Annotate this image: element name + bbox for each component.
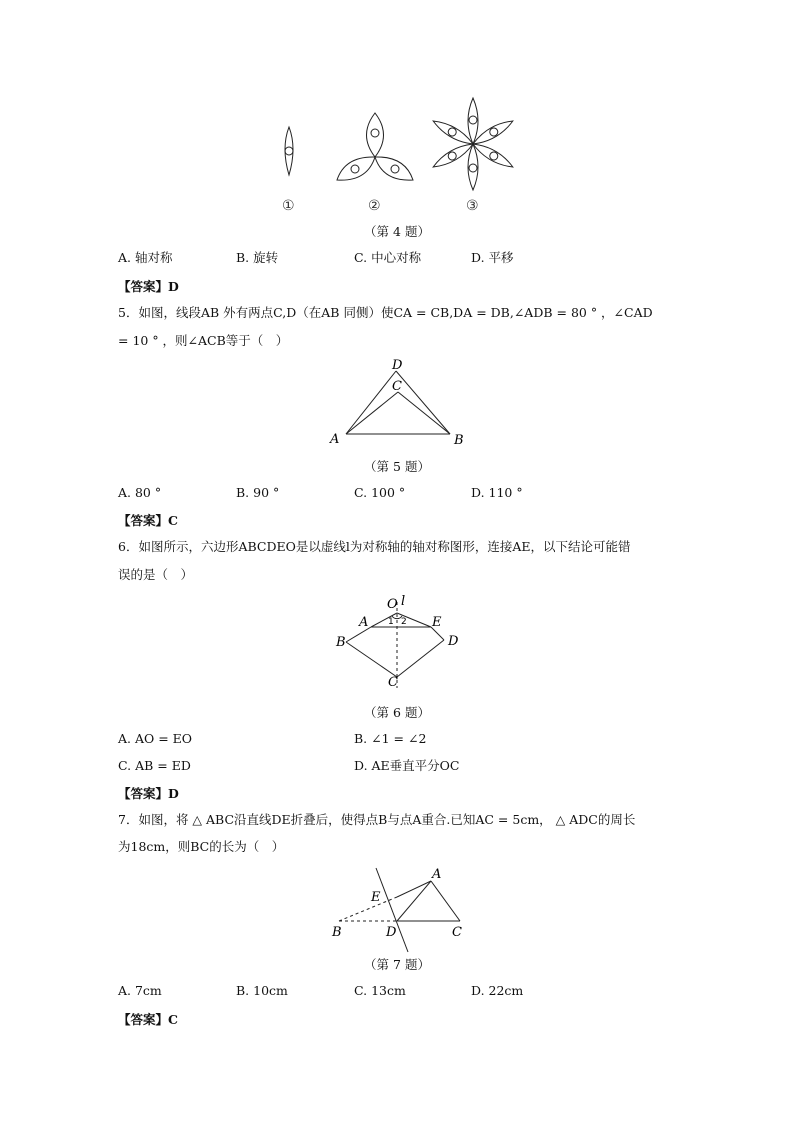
q7-option-d: D. 22cm [471, 983, 524, 998]
q7-point-a: A [432, 867, 442, 882]
q7-option-c: C. 13cm [354, 983, 406, 998]
q7-answer: 【答案】C [118, 1012, 178, 1027]
q5-point-d: D [392, 358, 403, 373]
q6-point-d: D [448, 634, 459, 649]
q4-option-d: D. 平移 [471, 250, 514, 265]
q5-option-d: D. 110 ° [471, 485, 523, 500]
q6-option-b: B. ∠1 = ∠2 [354, 731, 427, 746]
q5-option-c: C. 100 ° [354, 485, 406, 500]
q5-caption: （第 5 题） [364, 459, 430, 474]
q7-point-e: E [371, 890, 381, 905]
q4-option-a: A. 轴对称 [118, 250, 173, 265]
q5-option-a: A. 80 ° [118, 485, 162, 500]
q7-point-b: B [332, 925, 342, 940]
q7-caption: （第 7 题） [364, 957, 430, 972]
q4-figure-label-2: ② [368, 198, 381, 214]
q4-option-b: B. 旋转 [236, 250, 279, 265]
q7-figure [0, 860, 794, 960]
q6-stem-line-1: 6．如图所示，六边形ABCDEO是以虚线l为对称轴的轴对称图形，连接AE，以下结论可能错 [118, 539, 631, 554]
q6-answer: 【答案】D [118, 786, 179, 801]
q6-figure [0, 590, 794, 700]
q6-angle-2: 2 [401, 617, 407, 627]
q4-figure-label-1: ① [282, 198, 295, 214]
q5-answer: 【答案】C [118, 513, 178, 528]
q4-answer: 【答案】D [118, 279, 179, 294]
q6-point-a: A [359, 615, 369, 630]
q6-point-o: O [387, 597, 398, 612]
q4-figure-1-shape [285, 127, 293, 175]
q4-figure-2-shape [337, 113, 413, 180]
q6-point-c: C [388, 675, 398, 690]
q5-stem-line-2: = 10 ° ，则∠ACB等于（ ） [118, 333, 289, 348]
q4-option-c: C. 中心对称 [354, 250, 422, 265]
q4-figure [0, 0, 794, 230]
q7-option-b: B. 10cm [236, 983, 288, 998]
q4-caption: （第 4 题） [364, 224, 430, 239]
q6-option-c: C. AB = ED [118, 758, 191, 773]
q5-point-a: A [330, 432, 340, 447]
q5-point-b: B [454, 433, 464, 448]
q6-point-b: B [336, 635, 346, 650]
q6-axis-l: l [401, 594, 406, 609]
q6-angle-1: 1 [388, 617, 394, 627]
q7-option-a: A. 7cm [118, 983, 162, 998]
q6-option-a: A. AO = EO [118, 731, 193, 746]
q5-stem-line-1: 5．如图，线段AB 外有两点C,D（在AB 同侧）使CA = CB,DA = DB,∠ADB = 80 ° ，∠CAD [118, 305, 653, 320]
q7-point-d: D [386, 925, 397, 940]
q6-option-d: D. AE垂直平分OC [354, 758, 460, 773]
q6-caption: （第 6 题） [364, 705, 430, 720]
q6-stem-line-2: 误的是（ ） [118, 567, 194, 582]
q6-point-e: E [432, 615, 442, 630]
q7-stem-line-1: 7．如图，将 △ ABC沿直线DE折叠后，使得点B与点A重合.已知AC = 5cm， △ ADC的周长 [118, 812, 636, 827]
q7-stem-line-2: 为18cm，则BC的长为（ ） [118, 839, 285, 854]
q4-figure-3-shape [431, 98, 516, 190]
q7-point-c: C [452, 925, 462, 940]
q4-figure-label-3: ③ [466, 198, 479, 214]
q5-option-b: B. 90 ° [236, 485, 280, 500]
q5-figure [0, 355, 794, 455]
q5-point-c: C [392, 379, 402, 394]
